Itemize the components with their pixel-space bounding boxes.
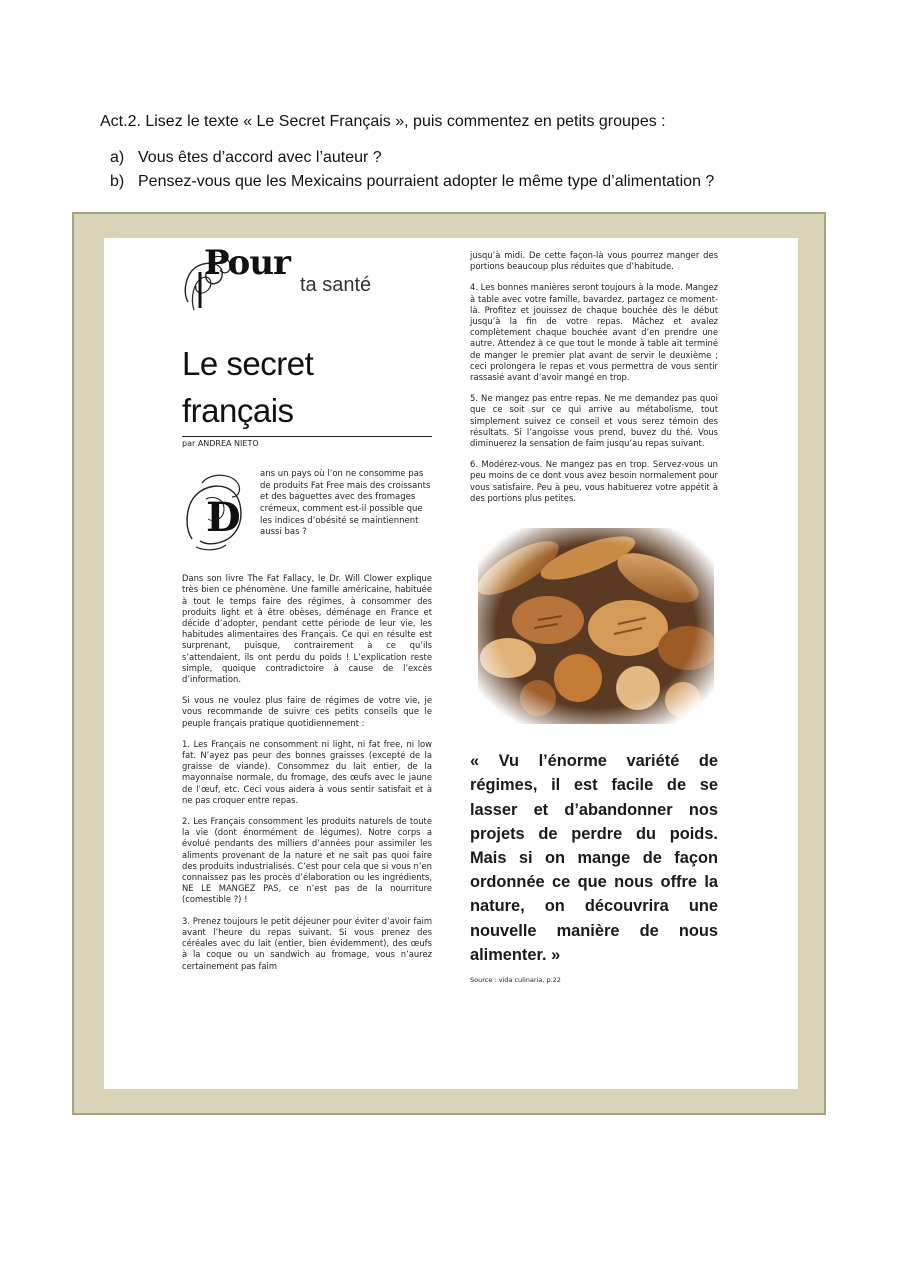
title-line-1: Le secret [182, 345, 314, 382]
header-pour [182, 243, 290, 283]
right-column [470, 250, 718, 986]
paragraph: jusqu’à midi. De cette façon-là vous pourrez manger des portions beaucoup plus réduites que d’habitude. [470, 250, 718, 272]
paragraph: 2. Les Français consomment les produits naturels de toute la vie (dont énormément de légumes). Notre corps a évolué pendants des milliers d’années pour assimiler les aliments provenant de la nature et ne sait pas quoi faire des produits industrialisés. C’est pour cela que si vous n’en connaissez pas les procès d’élaboration ou les ingrédients, NE LE MANGEZ PAS, ce n’est pas de la nourriture (comestible ?) ! [182, 816, 432, 905]
header-sub: ta santé [300, 274, 372, 296]
question-text: Vous êtes d’accord avec l’auteur ? [138, 149, 382, 166]
article-page [104, 238, 798, 1089]
pull-quote: « Vu l’énorme variété de régimes, il est facile de se lasser et d’abandonner nos projets de perdre du poids. Mais si on mange de façon ordonnée ce que nous offre la nature, on découvrira une nouvelle manière de nous alimenter. » [470, 752, 718, 964]
article-frame [72, 212, 826, 1115]
dropcap-ornament-icon [182, 469, 250, 553]
dropcap-letter: D [206, 494, 241, 542]
intro-block [182, 469, 432, 559]
left-column [182, 243, 432, 982]
question-list [100, 146, 860, 194]
question-marker: a) [110, 149, 125, 166]
question-item [110, 170, 860, 194]
paragraph: 6. Modérez-vous. Ne mangez pas en trop. Servez-vous un peu moins de ce dont vous avez besoin normalement pour vous satisfaire. Peu à peu, vous habituerez votre appétit à des portions plus petites. [470, 459, 718, 503]
section-header [182, 243, 432, 334]
title-rule [182, 436, 432, 437]
question-marker: b) [110, 173, 125, 190]
activity-instructions [100, 110, 860, 194]
byline: par ANDREA NIETO [182, 439, 259, 448]
paragraph: 4. Les bonnes manières seront toujours à la mode. Mangez à table avec votre famille, bavardez, partagez ce moment-là. Profitez et jouissez de chaque bouchée dès le début jusqu’à la fin de votre repas. Mâchez et avalez complètement chaque bouchée avant d’en prendre une autre. Attendez à ce que tout le monde à table ait terminé de manger le premier plat avant de servir le deuxième ; ceci prolongera le repas et vous permettra de vous sentir rassasié avant d’avoir mangé en trop. [470, 282, 718, 383]
intro-text: ans un pays où l’on ne consomme pas de produits Fat Free mais des croissants et des baguettes avec des fromages crémeux, comment est-il possible que les indices d’obésité se maintiennent aussi bas ? [260, 469, 431, 538]
question-item [110, 146, 860, 170]
question-text: Pensez-vous que les Mexicains pourraient adopter le même type d’alimentation ? [138, 173, 715, 190]
paragraph: Si vous ne voulez plus faire de régimes de votre vie, je vous recommande de suivre ces petits conseils que le peuple français pratique quotidiennement : [182, 695, 432, 728]
paragraph: 1. Les Français ne consomment ni light, ni fat free, ni low fat. N’ayez pas peur des bonnes graisses (excepté de la graisse de viande). Consommez du lait entier, de la mayonnaise normale, du fromage, des œufs avec le jaune de l’œuf, etc. Ceci vous aidera à vous sentir satisfait et à ne pas croquer entre repas. [182, 738, 432, 805]
article-title [182, 340, 432, 434]
header-word: Pour [204, 243, 290, 283]
title-line-2: français [182, 392, 294, 429]
paragraph: Dans son livre The Fat Fallacy, le Dr. Will Clower explique très bien ce phénomène. Une famille américaine, habituée à tout le temps faire des régimes, à consommer des produits light et à être obèses, déménage en France et décide d’adopter, pendant cette période de leur vie, les habitudes alimentaires des Français. Ce qui en résulte est surprenant, puisque, contrairement à ce qu’ils s’attendaient, ils ont perdu du poids ! L’explication reste simple, quoique contradictoire à cause de l’excès d’information. [182, 573, 432, 685]
paragraph: 5. Ne mangez pas entre repas. Ne me demandez pas quoi que ce soit sur ce qui arrive au métabolisme, tout simplement suivez ce conseil et vous serez témoin des résultats. Si l’angoisse vous prend, buvez du thé. Vous diminuerez la sensation de faim jusqu’au repas suivant. [470, 393, 718, 449]
activity-title: Act.2. Lisez le texte « Le Secret Français », puis commentez en petits groupes : [100, 113, 666, 130]
paragraph: 3. Prenez toujours le petit déjeuner pour éviter d’avoir faim avant l’heure du repas suivant. Si vous prenez des céréales avec du lait (entier, bien évidemment), des œufs à la coque ou un sandwich au fromage, vous n’aurez certainement pas faim [182, 915, 432, 971]
source-note: Source : vida culinaria, p.22 [470, 976, 561, 985]
bread-image [478, 528, 714, 724]
